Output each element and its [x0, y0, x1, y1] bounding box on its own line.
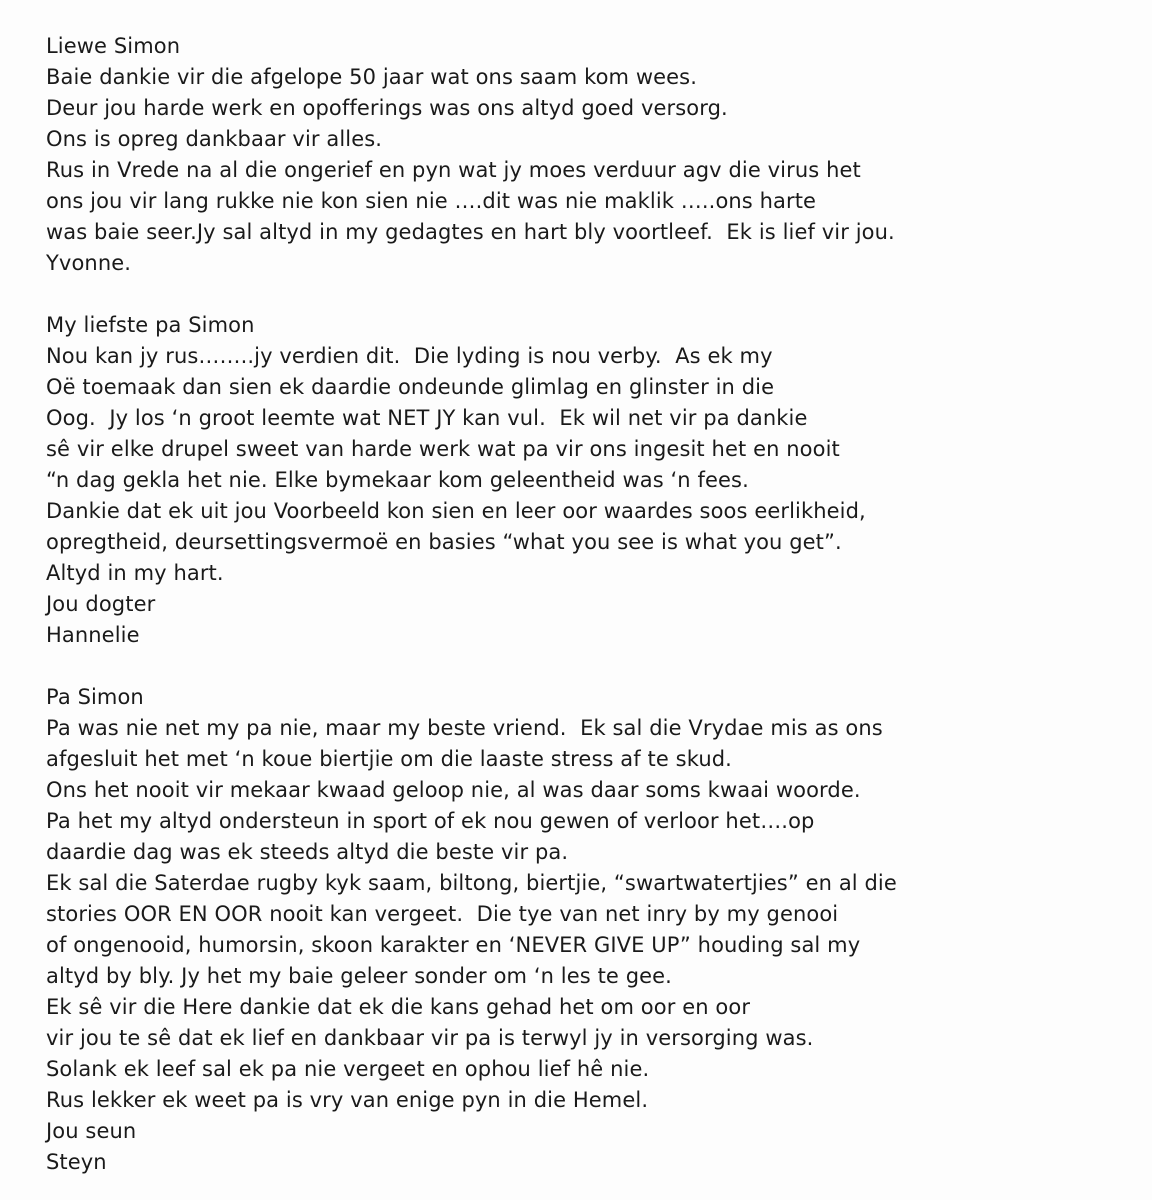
text-line: of ongenooid, humorsin, skoon karakter en ‘NEVER GIVE UP” houding sal my — [46, 933, 861, 957]
text-line: Oog. Jy los ‘n groot leemte wat NET JY kan vul. Ek wil net vir pa dankie — [46, 406, 808, 430]
text-line: Pa was nie net my pa nie, maar my beste vriend. Ek sal die Vrydae mis as ons — [46, 716, 883, 740]
text-line: Pa het my altyd ondersteun in sport of ek nou gewen of verloor het….op — [46, 809, 815, 833]
tribute-letters — [46, 31, 1136, 1178]
text-line: vir jou te sê dat ek lief en dankbaar vir pa is terwyl jy in versorging was. — [46, 1026, 814, 1050]
text-line: Rus lekker ek weet pa is vry van enige pyn in die Hemel. — [46, 1088, 649, 1112]
signature-line: Steyn — [46, 1150, 107, 1174]
text-line: Nou kan jy rus……..jy verdien dit. Die lyding is nou verby. As ek my — [46, 344, 773, 368]
text-line: Deur jou harde werk en opofferings was ons altyd goed versorg. — [46, 96, 728, 120]
greeting-line: Liewe Simon — [46, 34, 181, 58]
text-line: stories OOR EN OOR nooit kan vergeet. Die tye van net inry by my genooi — [46, 902, 839, 926]
text-line: Ek sê vir die Here dankie dat ek die kans gehad het om oor en oor — [46, 995, 751, 1019]
text-line: Ons is opreg dankbaar vir alles. — [46, 127, 383, 151]
text-line: sê vir elke drupel sweet van harde werk wat pa vir ons ingesit het en nooit — [46, 437, 840, 461]
text-line: Ons het nooit vir mekaar kwaad geloop nie, al was daar soms kwaai woorde. — [46, 778, 861, 802]
letter-yvonne — [46, 31, 1136, 279]
text-line: altyd by bly. Jy het my baie geleer sonder om ‘n les te gee. — [46, 964, 672, 988]
closing-line: Altyd in my hart. — [46, 561, 224, 585]
text-line: Ek sal die Saterdae rugby kyk saam, biltong, biertjie, “swartwatertjies” en al die — [46, 871, 897, 895]
text-line: Oë toemaak dan sien ek daardie ondeunde glimlag en glinster in die — [46, 375, 775, 399]
text-line: afgesluit het met ‘n koue biertjie om die laaste stress af te skud. — [46, 747, 732, 771]
signature-line: Hannelie — [46, 623, 140, 647]
text-line: was baie seer.Jy sal altyd in my gedagtes en hart bly voortleef. Ek is lief vir jou. — [46, 220, 895, 244]
text-line: ons jou vir lang rukke nie kon sien nie ….dit was nie maklik …..ons harte — [46, 189, 817, 213]
signature-line: Yvonne. — [46, 251, 132, 275]
greeting-line: My liefste pa Simon — [46, 313, 255, 337]
text-line: daardie dag was ek steeds altyd die beste vir pa. — [46, 840, 569, 864]
text-line: Solank ek leef sal ek pa nie vergeet en ophou lief hê nie. — [46, 1057, 650, 1081]
text-line: Baie dankie vir die afgelope 50 jaar wat ons saam kom wees. — [46, 65, 697, 89]
letter-hannelie — [46, 310, 1136, 651]
closing-line: Jou dogter — [46, 592, 156, 616]
greeting-line: Pa Simon — [46, 685, 144, 709]
closing-line: Jou seun — [46, 1119, 137, 1143]
text-line: Rus in Vrede na al die ongerief en pyn wat jy moes verduur agv die virus het — [46, 158, 861, 182]
letter-steyn — [46, 682, 1136, 1178]
text-line: “n dag gekla het nie. Elke bymekaar kom geleentheid was ‘n fees. — [46, 468, 749, 492]
text-line: opregtheid, deursettingsvermoë en basies “what you see is what you get”. — [46, 530, 842, 554]
text-line: Dankie dat ek uit jou Voorbeeld kon sien en leer oor waardes soos eerlikheid, — [46, 499, 866, 523]
